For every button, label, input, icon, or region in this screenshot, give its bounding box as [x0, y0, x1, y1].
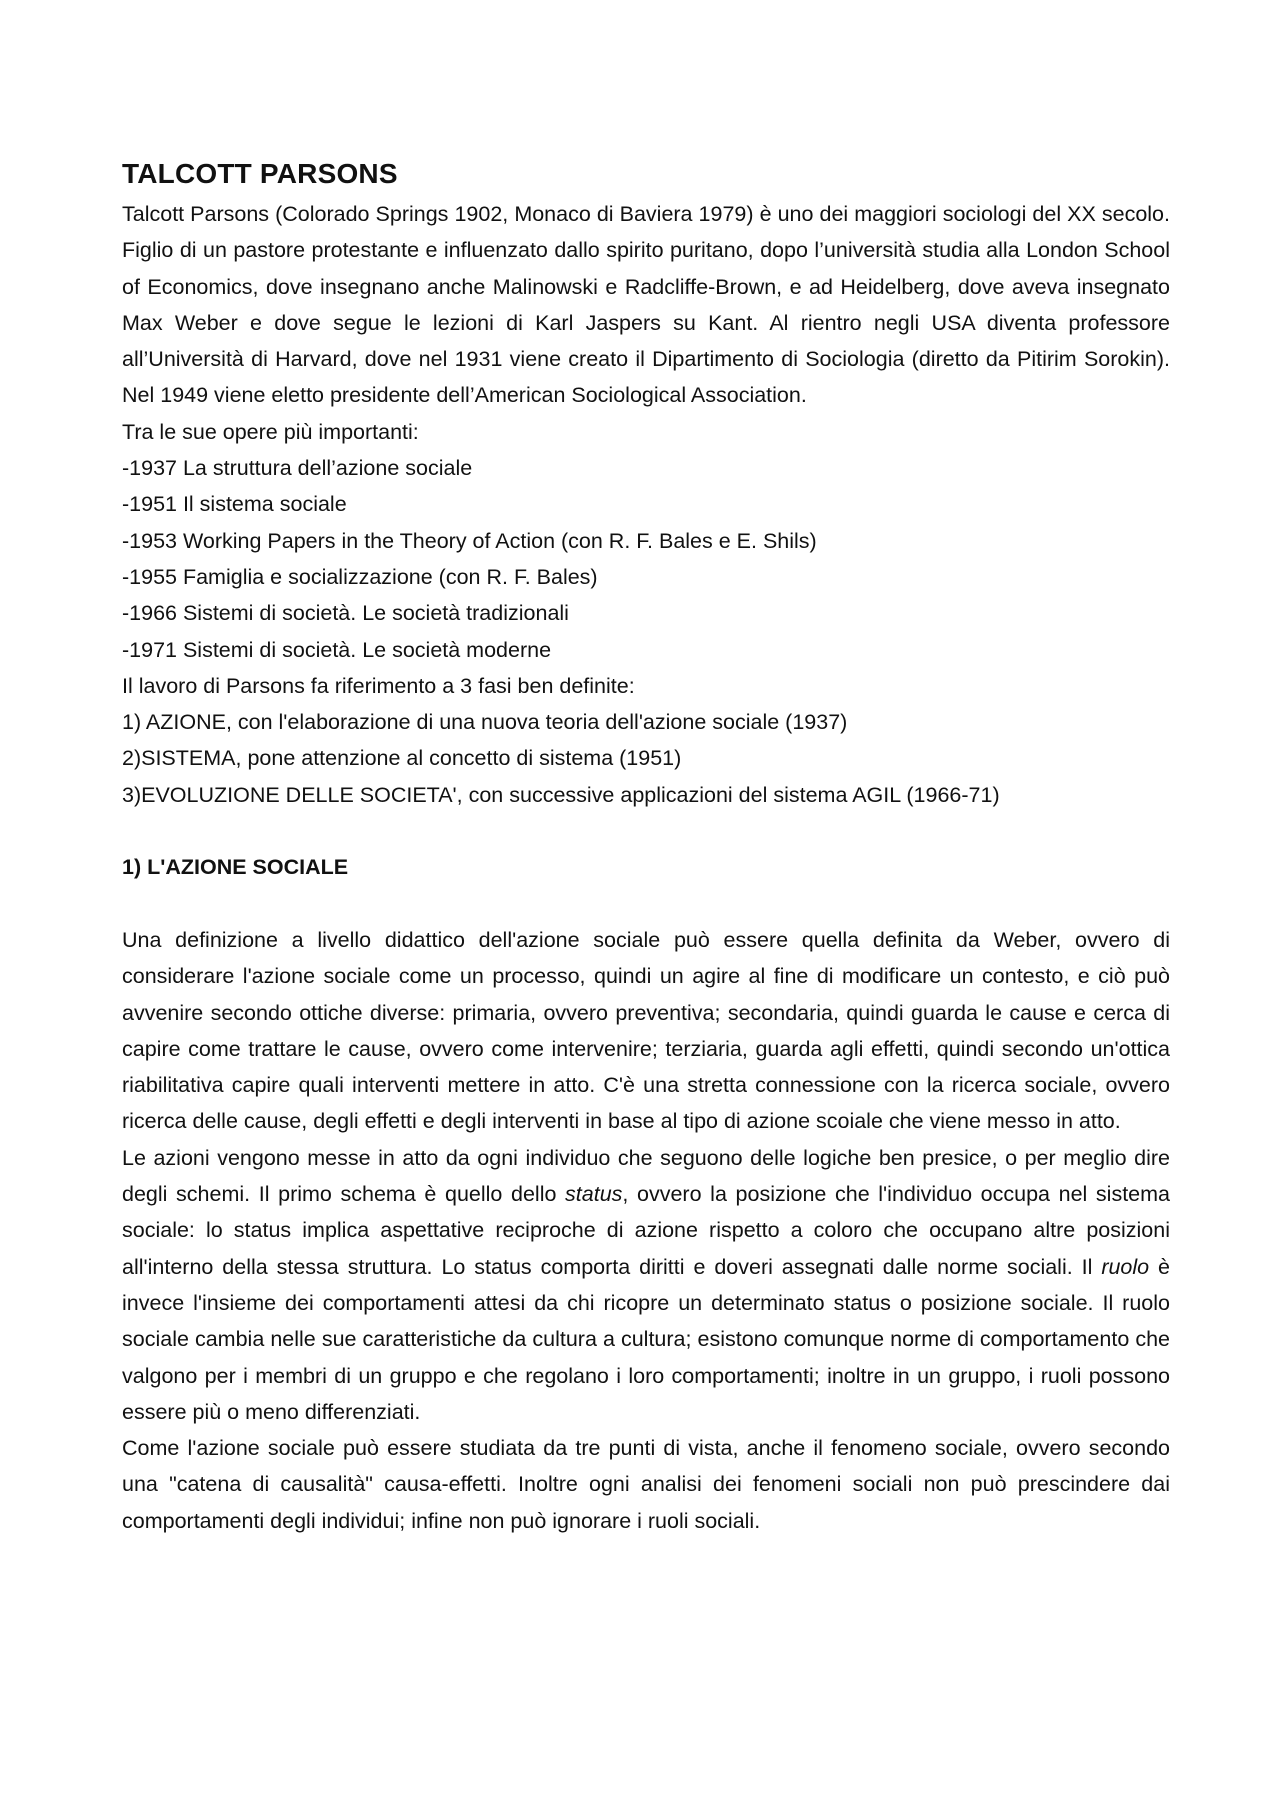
works-list: [122, 450, 1170, 668]
works-item: -1955 Famiglia e socializzazione (con R. F. Bales): [122, 564, 598, 589]
section-paragraph-2: [122, 1140, 1170, 1430]
phases-list: [122, 704, 1170, 813]
paragraph-text: Le azioni vengono messe in atto da ogni individuo che seguono delle logiche ben presice, o per meglio dire degli schemi. Il primo schema è quello dello: [122, 1145, 1170, 1207]
paragraph-text: è invece l'insieme dei comportamenti attesi da chi ricopre un determinato status o posizione sociale. Il ruolo sociale cambia nelle sue caratteristiche da cultura a cultura; esistono comunque norme di comportamento che valgono per i membri di un gruppo e che regolano i loro comportamenti; inoltre in un gruppo, i ruoli possono essere più o meno differenziati.: [122, 1254, 1171, 1424]
section-paragraph-1: Una definizione a livello didattico dell'azione sociale può essere quella definita da Weber, ovvero di considerare l'azione sociale come un processo, quindi un agire al fine di modificare un contesto, e ciò può avvenire secondo ottiche diverse: primaria, ovvero preventiva; secondaria, quindi guarda le cause e cerca di capire come trattare le cause, ovvero come intervenire; terziaria, guarda agli effetti, quindi secondo un'ottica riabilitativa capire quali interventi mettere in atto. C'è una stretta connessione con la ricerca sociale, ovvero ricerca delle cause, degli effetti e degli interventi in base al tipo di azione scoiale che viene messo in atto.: [122, 927, 1170, 1134]
spacer: [122, 886, 1170, 922]
works-item: -1971 Sistemi di società. Le società moderne: [122, 637, 552, 662]
status-term: status: [565, 1182, 623, 1207]
spacer: [122, 813, 1170, 849]
phase-item: 2)SISTEMA, pone attenzione al concetto di sistema (1951): [122, 746, 682, 771]
works-item: -1951 Il sistema sociale: [122, 492, 347, 517]
works-item: -1953 Working Papers in the Theory of Action (con R. F. Bales e E. Shils): [122, 528, 817, 553]
section-heading: 1) L'AZIONE SOCIALE: [122, 855, 349, 880]
ruolo-term: ruolo: [1101, 1254, 1150, 1279]
works-intro: Tra le sue opere più importanti:: [122, 419, 419, 444]
paragraph-text: , ovvero la posizione che l'individuo occupa nel sistema sociale: lo status implica aspettative reciproche di azione rispetto a coloro che occupano altre posizioni all'interno della stessa struttura. Lo status comporta diritti e doveri assegnati dalle norme sociali. Il: [122, 1182, 1170, 1279]
section-paragraph-3: Come l'azione sociale può essere studiata da tre punti di vista, anche il fenomeno sociale, ovvero secondo una "catena di causalità" causa-effetti. Inoltre ogni analisi dei fenomeni sociali non può prescindere dai comportamenti degli individui; infine non può ignorare i ruoli sociali.: [122, 1436, 1170, 1533]
phase-item: 1) AZIONE, con l'elaborazione di una nuova teoria dell'azione sociale (1937): [122, 710, 848, 735]
intro-paragraph: Talcott Parsons (Colorado Springs 1902, Monaco di Baviera 1979) è uno dei maggiori sociologi del XX secolo. Figlio di un pastore protestante e influenzato dallo spirito puritano, dopo l’università studia alla London School of Economics, dove insegnano anche Malinowski e Radcliffe-Brown, e ad Heidelberg, dove aveva insegnato Max Weber e dove segue le lezioni di Karl Jaspers su Kant. Al rientro negli USA diventa professore all’Università di Harvard, dove nel 1931 viene creato il Dipartimento di Sociologia (diretto da Pitirim Sorokin). Nel 1949 viene eletto presidente dell’American Sociological Association.: [122, 202, 1170, 408]
phases-intro: Il lavoro di Parsons fa riferimento a 3 fasi ben definite:: [122, 673, 635, 698]
works-item: -1937 La struttura dell’azione sociale: [122, 456, 473, 481]
document-title: TALCOTT PARSONS: [122, 158, 398, 189]
phase-item: 3)EVOLUZIONE DELLE SOCIETA', con successive applicazioni del sistema AGIL (1966-71): [122, 782, 1000, 807]
works-item: -1966 Sistemi di società. Le società tradizionali: [122, 601, 569, 626]
